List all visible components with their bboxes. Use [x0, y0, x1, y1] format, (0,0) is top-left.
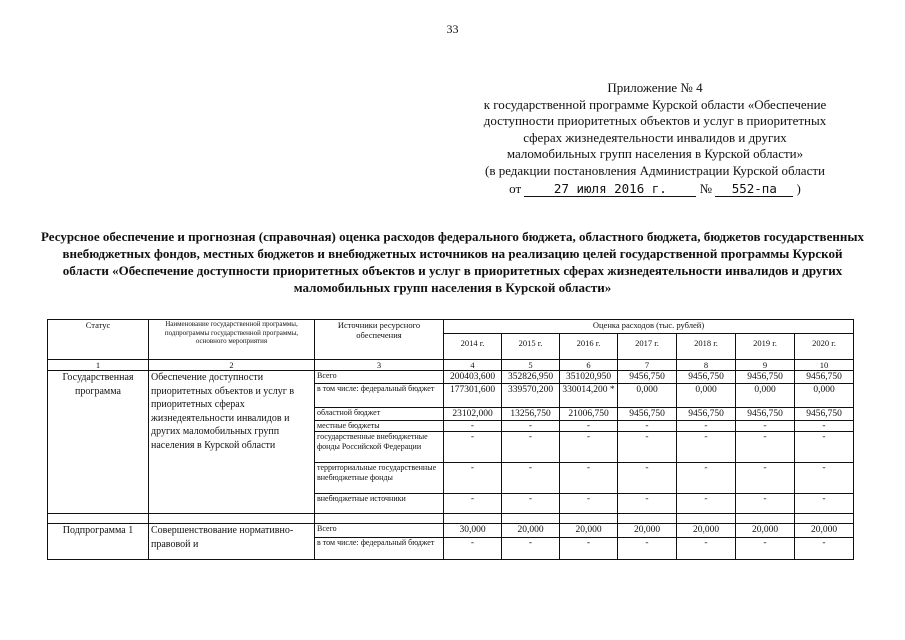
row-name: Обеспечение доступности приоритетных объектов и услуг в приоритетных сферах жизнедеятельности инвалидов и других маломобильных групп населения в Курской области: [149, 371, 315, 514]
value-cell: -: [618, 432, 677, 463]
appendix-title: Приложение № 4: [607, 80, 703, 95]
value-cell: 177301,600: [444, 384, 502, 408]
appendix-line: сферах жизнедеятельности инвалидов и других: [523, 129, 787, 145]
value-cell: -: [677, 421, 736, 432]
value-cell: 30,000: [444, 524, 502, 538]
close-paren: ): [796, 181, 801, 196]
value-cell: -: [618, 463, 677, 494]
value-cell: 9456,750: [795, 408, 854, 421]
value-cell: -: [736, 421, 795, 432]
value-cell: 339570,200: [502, 384, 560, 408]
value-cell: -: [736, 463, 795, 494]
column-index: 8: [677, 360, 736, 371]
empty-cell: [560, 514, 618, 524]
appendix-line: доступности приоритетных объектов и услуг в приоритетных: [483, 113, 827, 128]
column-index: 9: [736, 360, 795, 371]
value-cell: -: [502, 432, 560, 463]
row-source: государственные внебюджетные фонды Российской Федерации: [315, 432, 444, 463]
value-cell: -: [677, 538, 736, 560]
header-year: 2014 г.: [444, 334, 502, 360]
table-row: [48, 371, 854, 384]
header-year: 2020 г.: [795, 334, 854, 360]
value-cell: -: [560, 494, 618, 514]
empty-cell: [795, 514, 854, 524]
value-cell: -: [444, 494, 502, 514]
value-cell: 21006,750: [560, 408, 618, 421]
row-source: Всего: [315, 524, 444, 538]
value-cell: -: [618, 538, 677, 560]
table-row: [48, 514, 854, 524]
value-cell: 0,000: [677, 384, 736, 408]
row-source: Всего: [315, 371, 444, 384]
number-label: №: [699, 181, 713, 196]
empty-cell: [736, 514, 795, 524]
empty-cell: [48, 514, 149, 524]
row-source: в том числе: федеральный бюджет: [315, 384, 444, 408]
value-cell: -: [736, 494, 795, 514]
row-status: Подпрограмма 1: [48, 524, 149, 560]
empty-cell: [149, 514, 315, 524]
value-cell: 9456,750: [677, 408, 736, 421]
value-cell: -: [502, 421, 560, 432]
empty-cell: [315, 514, 444, 524]
empty-cell: [502, 514, 560, 524]
value-cell: -: [444, 432, 502, 463]
value-cell: -: [795, 421, 854, 432]
column-index: 4: [444, 360, 502, 371]
document-heading: Ресурсное обеспечение и прогнозная (справочная) оценка расходов федерального бюджета, областного бюджета, бюджетов государственных внебюджетных фондов, местных бюджетов и внебюджетных источников на реализацию целей государственной программы Курской области «Обеспечение доступности приоритетных объектов и услуг в приоритетных сферах жизнедеятельности инвалидов и других маломобильных групп населения в Курской области»: [41, 229, 864, 295]
column-index: 7: [618, 360, 677, 371]
header-estimate: Оценка расходов (тыс. рублей): [444, 320, 854, 334]
decree-number: 552-па: [715, 182, 793, 197]
header-year: 2019 г.: [736, 334, 795, 360]
value-cell: 23102,000: [444, 408, 502, 421]
row-status: Государственная программа: [48, 371, 149, 514]
row-source: местные бюджеты: [315, 421, 444, 432]
value-cell: -: [560, 538, 618, 560]
appendix-line: маломобильных групп населения в Курской области»: [506, 146, 804, 161]
value-cell: 20,000: [618, 524, 677, 538]
value-cell: -: [677, 432, 736, 463]
header-status: Статус: [48, 320, 149, 360]
value-cell: -: [502, 538, 560, 560]
header-year: 2018 г.: [677, 334, 736, 360]
row-name: Совершенствование нормативно-правовой и: [149, 524, 315, 560]
value-cell: 20,000: [677, 524, 736, 538]
value-cell: -: [560, 432, 618, 463]
appendix-line: к государственной программе Курской области «Обеспечение: [483, 96, 827, 112]
value-cell: 0,000: [618, 384, 677, 408]
value-cell: -: [795, 463, 854, 494]
column-index: 3: [315, 360, 444, 371]
value-cell: -: [795, 494, 854, 514]
value-cell: -: [736, 538, 795, 560]
row-source: внебюджетные источники: [315, 494, 444, 514]
value-cell: 330014,200 *: [560, 384, 618, 408]
column-index: 5: [502, 360, 560, 371]
value-cell: 20,000: [560, 524, 618, 538]
value-cell: -: [444, 538, 502, 560]
column-index: 6: [560, 360, 618, 371]
page-number: 33: [446, 22, 459, 36]
value-cell: 9456,750: [618, 371, 677, 384]
value-cell: 0,000: [795, 384, 854, 408]
value-cell: -: [618, 494, 677, 514]
header-name: Наименование государственной программы, подпрограммы государственной программы, основного мероприятия: [149, 320, 315, 360]
empty-cell: [444, 514, 502, 524]
value-cell: -: [618, 421, 677, 432]
value-cell: -: [795, 538, 854, 560]
decree-date: 27 июля 2016 г.: [524, 182, 696, 197]
value-cell: -: [677, 463, 736, 494]
row-source: областной бюджет: [315, 408, 444, 421]
from-label: от: [509, 181, 522, 196]
row-source: территориальные государственные внебюджетные фонды: [315, 463, 444, 494]
value-cell: 9456,750: [736, 371, 795, 384]
value-cell: 13256,750: [502, 408, 560, 421]
value-cell: 352826,950: [502, 371, 560, 384]
row-source: в том числе: федеральный бюджет: [315, 538, 444, 560]
value-cell: -: [560, 463, 618, 494]
value-cell: 9456,750: [795, 371, 854, 384]
value-cell: 20,000: [502, 524, 560, 538]
table-row: [48, 524, 854, 538]
value-cell: -: [444, 421, 502, 432]
resource-table: [47, 319, 854, 560]
empty-cell: [618, 514, 677, 524]
value-cell: -: [560, 421, 618, 432]
empty-cell: [677, 514, 736, 524]
decree-reference: [420, 181, 890, 198]
column-index: 2: [149, 360, 315, 371]
header-year: 2015 г.: [502, 334, 560, 360]
value-cell: -: [677, 494, 736, 514]
value-cell: 20,000: [795, 524, 854, 538]
value-cell: -: [502, 494, 560, 514]
header-year: 2016 г.: [560, 334, 618, 360]
column-index: 10: [795, 360, 854, 371]
appendix-header: [420, 80, 890, 198]
appendix-line: (в редакции постановления Администрации Курской области: [484, 162, 825, 178]
header-year: 2017 г.: [618, 334, 677, 360]
value-cell: 0,000: [736, 384, 795, 408]
value-cell: 9456,750: [736, 408, 795, 421]
column-index: 1: [48, 360, 149, 371]
value-cell: 9456,750: [677, 371, 736, 384]
value-cell: -: [502, 463, 560, 494]
value-cell: -: [795, 432, 854, 463]
value-cell: -: [736, 432, 795, 463]
value-cell: 9456,750: [618, 408, 677, 421]
header-sources: Источники ресурсного обеспечения: [315, 320, 444, 360]
value-cell: -: [444, 463, 502, 494]
value-cell: 351020,950: [560, 371, 618, 384]
value-cell: 200403,600: [444, 371, 502, 384]
value-cell: 20,000: [736, 524, 795, 538]
